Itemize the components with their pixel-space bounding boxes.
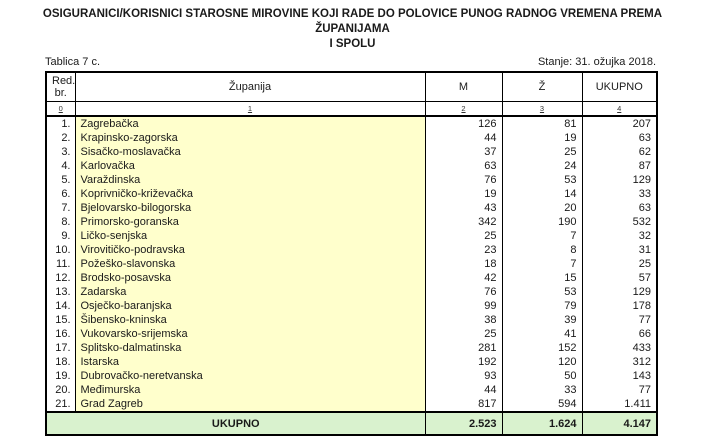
female-count: 190 <box>502 215 582 229</box>
county-name: Karlovačka <box>75 159 425 173</box>
table-row <box>46 313 657 327</box>
male-count: 18 <box>425 257 502 271</box>
table-row <box>46 299 657 313</box>
total-count: 207 <box>582 116 657 131</box>
total-row <box>46 412 657 435</box>
column-header-total: UKUPNO <box>582 72 657 101</box>
title-line-2: I SPOLU <box>329 38 376 50</box>
table-row <box>46 327 657 341</box>
county-name: Grad Zagreb <box>75 397 425 412</box>
female-count: 53 <box>502 285 582 299</box>
column-index-1: 1 <box>75 101 425 116</box>
column-header-female: Ž <box>502 72 582 101</box>
table-row <box>46 131 657 145</box>
female-count: 120 <box>502 355 582 369</box>
table-row <box>46 257 657 271</box>
title-line-1: OSIGURANICI/KORISNICI STAROSNE MIROVINE KOJI RADE DO POLOVICE PUNOG RADNOG VREMENA PREMA ŽUPANIJAMA <box>42 8 663 35</box>
table-footer <box>46 412 657 435</box>
meta-row <box>45 56 656 69</box>
column-header-row-number: Red. br. <box>46 72 75 101</box>
total-count: 433 <box>582 341 657 355</box>
row-number: 20. <box>46 383 75 397</box>
county-name: Dubrovačko-neretvanska <box>75 369 425 383</box>
female-count: 33 <box>502 383 582 397</box>
male-count: 19 <box>425 187 502 201</box>
total-count: 32 <box>582 229 657 243</box>
county-name: Šibensko-kninska <box>75 313 425 327</box>
column-index-0: 0 <box>46 101 75 116</box>
county-name: Primorsko-goranska <box>75 215 425 229</box>
table-row <box>46 201 657 215</box>
female-count: 50 <box>502 369 582 383</box>
county-name: Splitsko-dalmatinska <box>75 341 425 355</box>
row-number: 21. <box>46 397 75 412</box>
row-number: 11. <box>46 257 75 271</box>
total-count: 77 <box>582 383 657 397</box>
table-row <box>46 383 657 397</box>
county-name: Virovitičko-podravska <box>75 243 425 257</box>
female-count: 39 <box>502 313 582 327</box>
column-index-3: 3 <box>502 101 582 116</box>
total-count: 57 <box>582 271 657 285</box>
total-count: 143 <box>582 369 657 383</box>
table-row <box>46 355 657 369</box>
table-row <box>46 215 657 229</box>
female-count: 81 <box>502 116 582 131</box>
female-count: 7 <box>502 229 582 243</box>
male-count: 42 <box>425 271 502 285</box>
male-count: 76 <box>425 285 502 299</box>
document-title <box>20 0 685 52</box>
county-name: Bjelovarsko-bilogorska <box>75 201 425 215</box>
male-count: 38 <box>425 313 502 327</box>
female-count: 8 <box>502 243 582 257</box>
total-count: 87 <box>582 159 657 173</box>
county-name: Požeško-slavonska <box>75 257 425 271</box>
female-count: 25 <box>502 145 582 159</box>
table-row <box>46 397 657 412</box>
total-count: 532 <box>582 215 657 229</box>
row-number: 4. <box>46 159 75 173</box>
row-number: 16. <box>46 327 75 341</box>
total-count: 63 <box>582 201 657 215</box>
table-row <box>46 159 657 173</box>
row-number: 5. <box>46 173 75 187</box>
total-count: 312 <box>582 355 657 369</box>
male-count: 25 <box>425 327 502 341</box>
male-count: 25 <box>425 229 502 243</box>
table-number-label: Tablica 7 c. <box>45 56 101 68</box>
female-count: 41 <box>502 327 582 341</box>
female-count: 19 <box>502 131 582 145</box>
female-count: 24 <box>502 159 582 173</box>
pension-table <box>45 71 658 436</box>
male-count: 23 <box>425 243 502 257</box>
total-count: 33 <box>582 187 657 201</box>
row-number: 18. <box>46 355 75 369</box>
column-index-row <box>46 101 657 116</box>
row-number: 19. <box>46 369 75 383</box>
female-count: 7 <box>502 257 582 271</box>
table-row <box>46 173 657 187</box>
column-index-4: 4 <box>582 101 657 116</box>
row-number: 3. <box>46 145 75 159</box>
total-count: 129 <box>582 285 657 299</box>
county-name: Brodsko-posavska <box>75 271 425 285</box>
total-male-count: 2.523 <box>425 412 502 435</box>
status-date-label: Stanje: 31. ožujka 2018. <box>537 56 656 68</box>
county-name: Istarska <box>75 355 425 369</box>
row-number: 6. <box>46 187 75 201</box>
male-count: 76 <box>425 173 502 187</box>
county-name: Zagrebačka <box>75 116 425 131</box>
total-count: 63 <box>582 131 657 145</box>
male-count: 93 <box>425 369 502 383</box>
female-count: 53 <box>502 173 582 187</box>
total-count: 31 <box>582 243 657 257</box>
county-name: Sisačko-moslavačka <box>75 145 425 159</box>
row-number: 9. <box>46 229 75 243</box>
total-count: 25 <box>582 257 657 271</box>
row-number: 15. <box>46 313 75 327</box>
row-number: 2. <box>46 131 75 145</box>
total-female-count: 1.624 <box>502 412 582 435</box>
table-row <box>46 271 657 285</box>
column-index-2: 2 <box>425 101 502 116</box>
female-count: 14 <box>502 187 582 201</box>
female-count: 152 <box>502 341 582 355</box>
table-row <box>46 243 657 257</box>
female-count: 15 <box>502 271 582 285</box>
county-name: Zadarska <box>75 285 425 299</box>
county-name: Vukovarsko-srijemska <box>75 327 425 341</box>
county-name: Osječko-baranjska <box>75 299 425 313</box>
row-number: 17. <box>46 341 75 355</box>
row-number: 7. <box>46 201 75 215</box>
county-name: Koprivničko-križevačka <box>75 187 425 201</box>
row-number: 12. <box>46 271 75 285</box>
male-count: 44 <box>425 131 502 145</box>
total-count: 62 <box>582 145 657 159</box>
county-name: Varaždinska <box>75 173 425 187</box>
table-row <box>46 229 657 243</box>
total-count: 66 <box>582 327 657 341</box>
total-count: 1.411 <box>582 397 657 412</box>
table-row <box>46 187 657 201</box>
total-label: UKUPNO <box>46 412 425 435</box>
table-row <box>46 341 657 355</box>
total-count: 77 <box>582 313 657 327</box>
row-number: 10. <box>46 243 75 257</box>
total-count: 178 <box>582 299 657 313</box>
row-number: 14. <box>46 299 75 313</box>
table-row <box>46 145 657 159</box>
county-name: Međimurska <box>75 383 425 397</box>
male-count: 281 <box>425 341 502 355</box>
male-count: 342 <box>425 215 502 229</box>
total-count: 129 <box>582 173 657 187</box>
male-count: 192 <box>425 355 502 369</box>
county-name: Ličko-senjska <box>75 229 425 243</box>
total-overall-count: 4.147 <box>582 412 657 435</box>
table-row <box>46 116 657 131</box>
table-header <box>46 72 657 116</box>
row-number: 8. <box>46 215 75 229</box>
male-count: 63 <box>425 159 502 173</box>
male-count: 817 <box>425 397 502 412</box>
male-count: 43 <box>425 201 502 215</box>
row-number: 13. <box>46 285 75 299</box>
male-count: 37 <box>425 145 502 159</box>
female-count: 79 <box>502 299 582 313</box>
male-count: 99 <box>425 299 502 313</box>
column-header-male: M <box>425 72 502 101</box>
table-row <box>46 285 657 299</box>
county-rows <box>46 116 657 412</box>
female-count: 20 <box>502 201 582 215</box>
row-number: 1. <box>46 116 75 131</box>
female-count: 594 <box>502 397 582 412</box>
header-row <box>46 72 657 101</box>
county-name: Krapinsko-zagorska <box>75 131 425 145</box>
table-row <box>46 369 657 383</box>
male-count: 126 <box>425 116 502 131</box>
column-header-county: Županija <box>75 72 425 101</box>
male-count: 44 <box>425 383 502 397</box>
